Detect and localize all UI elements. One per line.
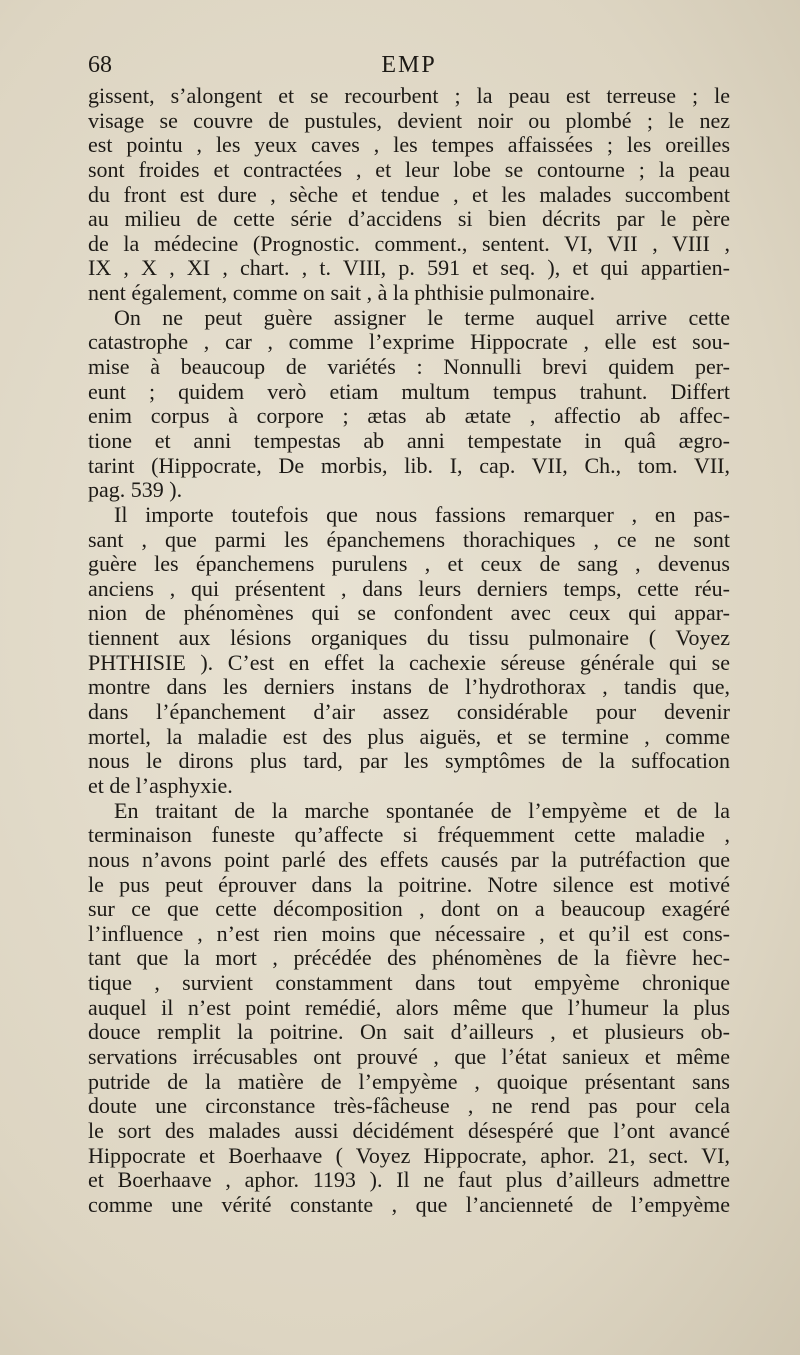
text-line: tique , survient constamment dans tout empyème chronique (88, 970, 730, 996)
text-line: le sort des malades aussi décidément désespéré que l’ont avancé (88, 1117, 730, 1143)
text-line: enim corpus à corpore ; ætas ab ætate , affectio ab affec- (88, 403, 730, 429)
text-line: servations irrécusables ont prouvé , que l’état sanieux et même (88, 1043, 730, 1069)
text-line: nent également, comme on sait , à la phthisie pulmonaire. (88, 280, 596, 306)
text-line: nous le dirons plus tard, par les symptômes de la suffocation (88, 748, 730, 774)
text-line: pag. 539 ). (88, 477, 183, 503)
text-line: douce remplit la poitrine. On sait d’ailleurs , et plusieurs ob- (88, 1019, 730, 1045)
text-line: Hippocrate et Boerhaave ( Voyez Hippocrate, aphor. 21, sect. VI, (88, 1142, 730, 1168)
body-text (88, 84, 730, 1217)
text-line: de la médecine (Prognostic. comment., sentent. VI, VII , VIII , (88, 230, 730, 256)
text-line: eunt ; quidem verò etiam multum tempus trahunt. Differt (88, 378, 730, 404)
text-line: nous n’avons point parlé des effets causés par la putréfaction que (88, 846, 730, 872)
text-line: IX , X , XI , chart. , t. VIII, p. 591 et seq. ), et qui appartien- (88, 255, 730, 281)
text-line: mise à beaucoup de variétés : Nonnulli brevi quidem per- (88, 354, 730, 380)
text-line: sont froides et contractées , et leur lobe se contourne ; la peau (88, 156, 730, 182)
text-line: au milieu de cette série d’accidens si bien décrits par le père (88, 206, 730, 232)
text-line: guère les épanchemens purulens , et ceux de sang , devenus (88, 551, 730, 577)
text-line: sur ce que cette décomposition , dont on a beaucoup exagéré (88, 896, 730, 922)
text-line: tarint (Hippocrate, De morbis, lib. I, cap. VII, Ch., tom. VII, (88, 452, 730, 478)
text-line: doute une circonstance très-fâcheuse , ne rend pas pour cela (88, 1093, 730, 1119)
page-header (88, 52, 730, 82)
text-line: nion de phénomènes qui se confondent avec ceux qui appar- (88, 600, 730, 626)
text-line: terminaison funeste qu’affecte si fréquemment cette maladie , (88, 822, 730, 848)
running-head: EMP (381, 52, 437, 78)
text-line: est pointu , les yeux caves , les tempes affaissées ; les oreilles (88, 132, 730, 158)
text-line: anciens , qui présentent , dans leurs derniers temps, cette réu- (88, 575, 730, 601)
text-line: PHTHISIE ). C’est en effet la cachexie séreuse générale qui se (88, 649, 730, 675)
text-line: l’influence , n’est rien moins que nécessaire , et qu’il est cons- (88, 920, 730, 946)
text-line: du front est dure , sèche et tendue , et les malades succombent (88, 181, 730, 207)
paragraph-first-line: On ne peut guère assigner le terme auquel arrive cette (114, 304, 730, 330)
text-line: le pus peut éprouver dans la poitrine. Notre silence est motivé (88, 871, 730, 897)
text-line: dans l’épanchement d’air assez considérable pour devenir (88, 699, 730, 725)
text-line: mortel, la maladie est des plus aiguës, et se termine , comme (88, 723, 730, 749)
text-line: tione et anni tempestas ab anni tempestate in quâ ægro- (88, 427, 730, 453)
page-number: 68 (88, 52, 112, 78)
text-line: putride de la matière de l’empyème , quoique présentant sans (88, 1068, 730, 1094)
text-line: visage se couvre de pustules, devient noir ou plombé ; le nez (88, 107, 730, 133)
text-line: gissent, s’alongent et se recourbent ; la peau est terreuse ; le (88, 83, 730, 108)
text-line: et de l’asphyxie. (88, 772, 233, 798)
text-line: tiennent aux lésions organiques du tissu pulmonaire ( Voyez (88, 625, 730, 651)
text-line: catastrophe , car , comme l’exprime Hippocrate , elle est sou- (88, 329, 730, 355)
text-line: auquel il n’est point remédié, alors même que l’humeur la plus (88, 994, 730, 1020)
text-line: montre dans les derniers instans de l’hydrothorax , tandis que, (88, 674, 730, 700)
paragraph-first-line: En traitant de la marche spontanée de l’empyème et de la (114, 797, 730, 823)
text-line: tant que la mort , précédée des phénomènes de la fièvre hec- (88, 945, 730, 971)
text-line: et Boerhaave , aphor. 1193 ). Il ne faut plus d’ailleurs admettre (88, 1167, 730, 1193)
paragraph-first-line: Il importe toutefois que nous fassions remarquer , en pas- (114, 501, 730, 527)
text-line: comme une vérité constante , que l’ancienneté de l’empyème (88, 1191, 730, 1217)
text-line: sant , que parmi les épanchemens thorachiques , ce ne sont (88, 526, 730, 552)
